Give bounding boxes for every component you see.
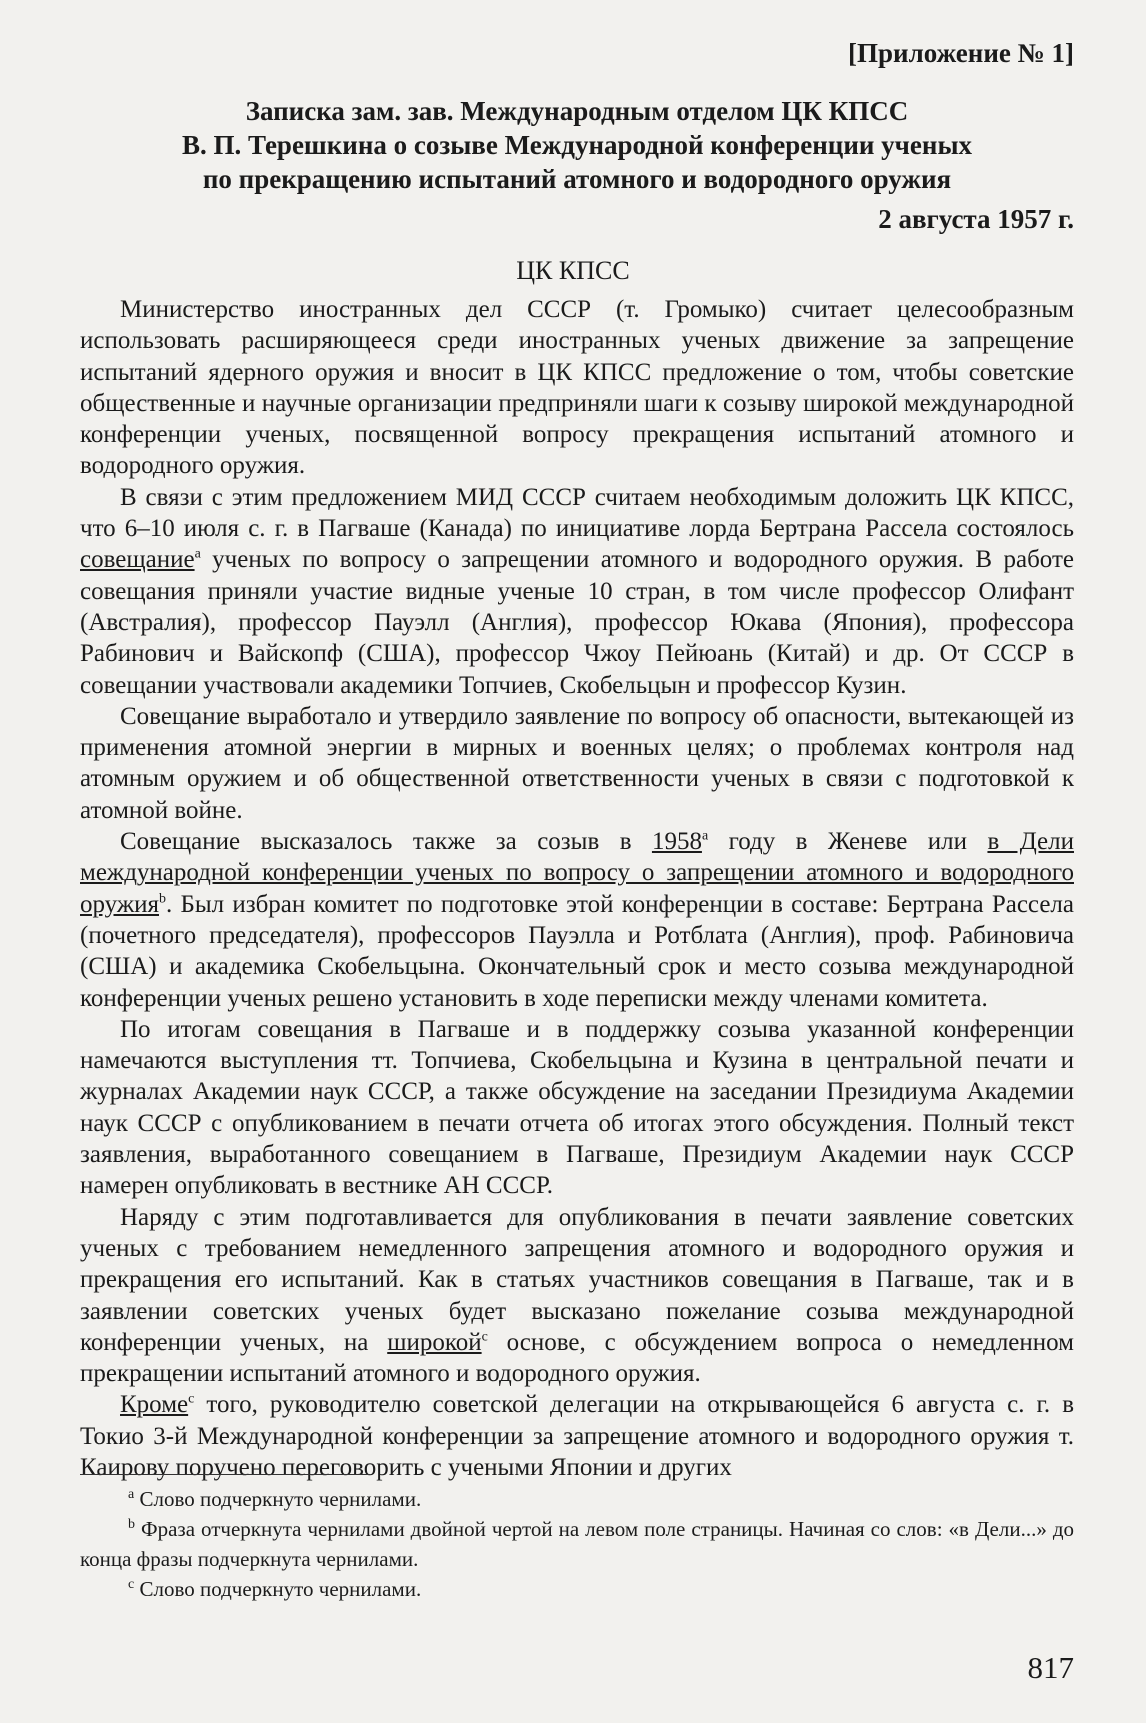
footnote-marker: a bbox=[194, 547, 201, 563]
footnote-marker: a bbox=[701, 828, 709, 844]
footnote-mark: c bbox=[128, 1577, 135, 1592]
paragraph: Наряду с этим подготавливается для опубликования в печати заявление советских ученых с требованием немедленного запрещения атомного и водородного оружия и прекращения его испытаний. Как в статьях участников совещания в Пагваше, так и в заявлении советских ученых будет высказано пожелание созыва международной конференции ученых, на широкой$^c$ основе, с обсуждением вопроса о немедленном прекращении испытаний атомного и водородного оружия. bbox=[80, 1203, 1074, 1388]
paragraph: Кроме$^c$ того, руководителю советской делегации на открывающейся 6 августа с. г. в Токио 3-й Международной конференции за запрещение атомного и водородного оружия т. Каирову поручено переговорить с учеными Японии и других bbox=[80, 1391, 1074, 1481]
paragraph: Совещание высказалось также за созыв в 1958$^a$ году в Женеве или в Дели международной конференции ученых по вопросу о запрещении атомного и водородного оружия$^b$. Был избран комитет по подготовке этой конференции в составе: Бертрана Рассела (почетного председателя), профессоров Пауэлла и Ротблата (Англия), проф. Рабиновича (США) и академика Скобельцына. Окончательный срок и место созыва международной конференции ученых решено установить в ходе переписки между членами комитета. bbox=[80, 828, 1074, 1012]
footnote: $^a$ Слово подчеркнуто чернилами. bbox=[128, 1487, 422, 1511]
footnote-marker: b bbox=[159, 891, 166, 907]
title-line: В. П. Терешкина о созыве Международной конференции ученых bbox=[181, 130, 973, 160]
paragraph: Совещание выработало и утвердило заявление по вопросу об опасности, вытекающей из применения атомной энергии в мирных и военных целях; о проблемах контроля над атомным оружием и об общественной ответственности ученых в связи с подготовкой к атомной войне. bbox=[80, 702, 1074, 824]
appendix-label: [Приложение № 1] bbox=[848, 38, 1074, 68]
footnote: $^c$ Слово подчеркнуто чернилами. bbox=[128, 1577, 422, 1601]
footnote-mark: a bbox=[128, 1487, 135, 1502]
underlined-word: совещание bbox=[80, 546, 195, 574]
footnote-marker: c bbox=[481, 1329, 488, 1345]
title-line: Записка зам. зав. Международным отделом ЦК КПСС bbox=[245, 96, 909, 126]
document-date: 2 августа 1957 г. bbox=[878, 204, 1074, 234]
footnote-divider bbox=[80, 1474, 370, 1475]
underlined-word: Кроме bbox=[120, 1391, 189, 1419]
footnote: $^b$ Фраза отчеркнута чернилами двойной чертой на левом поле страницы. Начиная со слов: «в Дели...» до конца фразы подчеркнута чернилами. bbox=[80, 1517, 1075, 1571]
document-body bbox=[80, 294, 1074, 1483]
footnotes bbox=[80, 1484, 1074, 1604]
addressee: ЦК КПСС bbox=[516, 256, 630, 285]
underlined-word: 1958 bbox=[651, 828, 702, 856]
footnote-marker: c bbox=[188, 1392, 195, 1408]
underlined-word: широкой bbox=[387, 1328, 482, 1356]
title-line: по прекращению испытаний атомного и водородного оружия bbox=[202, 164, 952, 194]
paragraph: В связи с этим предложением МИД СССР считаем необходимым доложить ЦК КПСС, что 6–10 июля с. г. в Пагваше (Канада) по инициативе лорда Бертрана Рассела состоялось совещание$^a$ ученых по вопросу о запрещении атомного и водородного оружия. В работе совещания приняли участие видные ученые 10 стран, в том числе профессор Олифант (Австралия), профессор Пауэлл (Англия), профессор Юкава (Япония), профессора Рабинович и Вайскопф (США), профессор Чжоу Пейюань (Китай) и др. От СССР в совещании участвовали академики Топчиев, Скобельцын и профессор Кузин. bbox=[80, 483, 1074, 699]
page-number: 817 bbox=[1027, 1650, 1074, 1685]
underlined-phrase: в Дели международной конференции ученых по вопросу о запрещении атомного и водородного оружия bbox=[80, 828, 1074, 918]
document-title bbox=[80, 94, 1074, 196]
paragraph: По итогам совещания в Пагваше и в поддержку созыва указанной конференции намечаются выступления тт. Топчиева, Скобельцына и Кузина в центральной печати и журналах Академии наук СССР, а также обсуждение на заседании Президиума Академии наук СССР с опубликованием в печати отчета об итогах этого обсуждения. Полный текст заявления, выработанного совещанием в Пагваше, Президиум Академии наук СССР намерен опубликовать в вестнике АН СССР. bbox=[80, 1015, 1074, 1200]
footnote-mark: b bbox=[128, 1517, 135, 1532]
paragraph: Министерство иностранных дел СССР (т. Громыко) считает целесообразным использовать расширяющееся среди иностранных ученых движение за запрещение испытаний ядерного оружия и вносит в ЦК КПСС предложение о том, чтобы советские общественные и научные организации предприняли шаги к созыву широкой международной конференции ученых, посвященной вопросу прекращения испытаний атомного и водородного оружия. bbox=[80, 296, 1074, 480]
